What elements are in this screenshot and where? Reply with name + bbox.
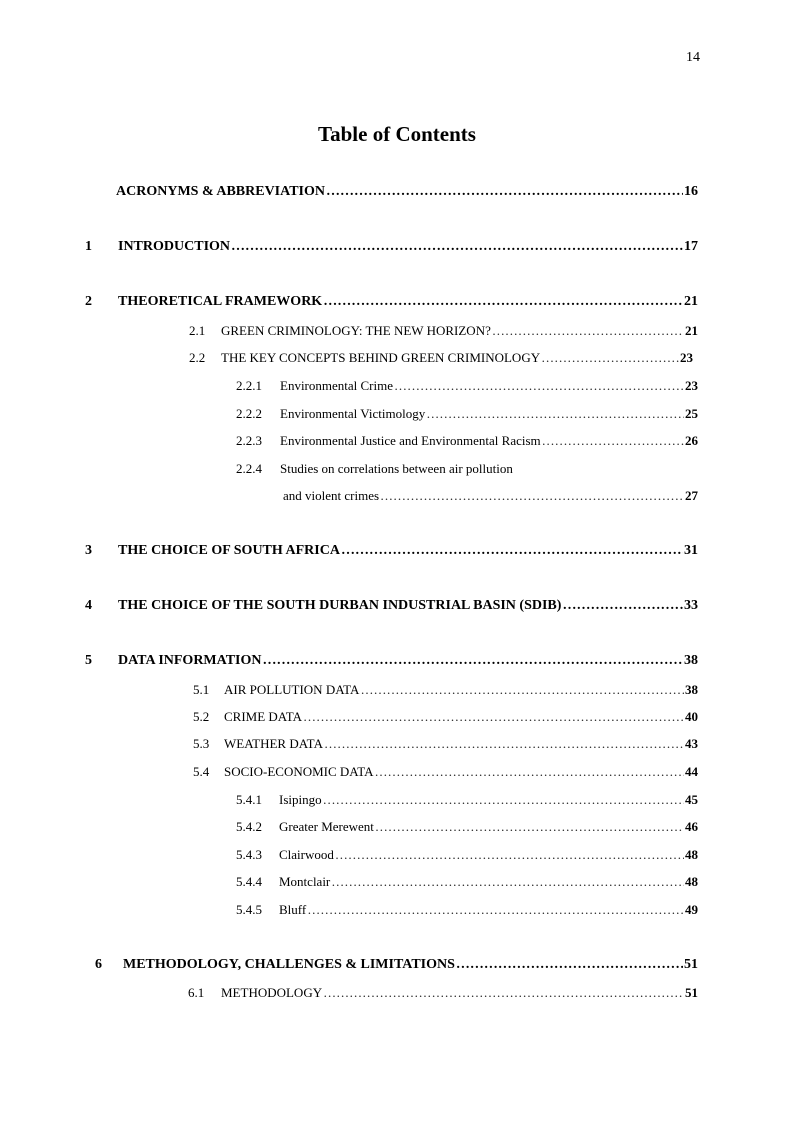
- toc-entry-environmental-justice[interactable]: [236, 433, 698, 449]
- toc-leader-dots: [326, 184, 683, 200]
- toc-leader-dots: [303, 709, 684, 725]
- toc-entry-page: 38: [685, 682, 698, 697]
- toc-entry-montclair[interactable]: [236, 874, 698, 890]
- toc-leader-dots: [492, 323, 684, 339]
- toc-entry-methodology-challenges[interactable]: [95, 957, 698, 973]
- toc-entry-text: Environmental Justice and Environmental Racism: [280, 433, 541, 448]
- page-title: Table of Contents: [318, 122, 476, 146]
- toc-leader-dots: [231, 239, 683, 255]
- toc-entry-page: 17: [684, 239, 698, 254]
- toc-entry-data-information[interactable]: [85, 653, 698, 669]
- page-number: 14: [686, 50, 700, 65]
- toc-entry-text: THE CHOICE OF THE SOUTH DURBAN INDUSTRIAL BASIN (SDIB): [118, 598, 562, 613]
- toc-entry-number: 5.4.5: [236, 902, 262, 917]
- toc-leader-dots: [335, 847, 684, 863]
- toc-leader-dots: [375, 764, 684, 780]
- toc-entry-number: 5.3: [193, 736, 210, 751]
- toc-entry-text: AIR POLLUTION DATA: [224, 682, 360, 697]
- toc-entry-text: SOCIO-ECONOMIC DATA: [224, 764, 374, 779]
- toc-entry-page: 46: [685, 819, 698, 834]
- toc-entry-number: 5.4.3: [236, 847, 262, 862]
- toc-leader-dots: [341, 543, 683, 559]
- toc-entry-text-line2: and violent crimes: [283, 488, 380, 503]
- toc-leader-dots: [324, 736, 684, 752]
- toc-leader-dots: [331, 874, 684, 890]
- toc-entry-introduction[interactable]: [85, 239, 698, 255]
- toc-entry-theoretical-framework[interactable]: [85, 294, 698, 310]
- toc-entry-number: 5: [85, 653, 92, 668]
- toc-entry-page: 21: [685, 323, 698, 338]
- toc-entry-page: 44: [685, 764, 698, 779]
- toc-entry-page: 51: [685, 985, 698, 1000]
- toc-entry-text: DATA INFORMATION: [118, 653, 262, 668]
- toc-entry-weather-data[interactable]: [193, 736, 698, 752]
- toc-entry-text: THE CHOICE OF SOUTH AFRICA: [118, 543, 340, 558]
- toc-entry-air-pollution-data[interactable]: [193, 682, 698, 698]
- toc-leader-dots: [380, 488, 684, 504]
- toc-entry-page: 43: [685, 736, 698, 751]
- toc-entry-choice-sdib[interactable]: [85, 598, 698, 614]
- toc-entry-crime-data[interactable]: [193, 709, 698, 725]
- toc-entry-page: 16: [684, 184, 698, 199]
- toc-entry-methodology[interactable]: [188, 985, 698, 1001]
- toc-entry-bluff[interactable]: [236, 902, 698, 918]
- toc-entry-page: 31: [684, 543, 698, 558]
- toc-entry-choice-south-africa[interactable]: [85, 543, 698, 559]
- toc-entry-text: Clairwood: [279, 847, 334, 862]
- toc-entry-text: THE KEY CONCEPTS BEHIND GREEN CRIMINOLOGY: [221, 350, 541, 365]
- toc-leader-dots: [541, 350, 679, 366]
- toc-entry-number: 2: [85, 294, 92, 309]
- toc-entry-text: METHODOLOGY, CHALLENGES & LIMITATIONS: [123, 957, 455, 972]
- toc-entry-text: Bluff: [279, 902, 307, 917]
- toc-entry-number: 6.1: [188, 985, 205, 1000]
- toc-entry-isipingo[interactable]: [236, 792, 698, 808]
- toc-entry-text: Environmental Crime: [280, 378, 394, 393]
- toc-entry-number: 5.2: [193, 709, 210, 724]
- toc-entry-page: 27: [685, 488, 698, 503]
- toc-entry-page: 23: [680, 350, 693, 365]
- toc-leader-dots: [542, 433, 684, 449]
- toc-entry-environmental-crime[interactable]: [236, 378, 698, 394]
- toc-leader-dots: [375, 819, 684, 835]
- toc-entry-page: 48: [685, 847, 698, 862]
- toc-leader-dots: [307, 902, 684, 918]
- toc-entry-clairwood[interactable]: [236, 847, 698, 863]
- toc-entry-number: 2.2.4: [236, 461, 262, 476]
- toc-entry-page: 49: [685, 902, 698, 917]
- toc-entry-text: CRIME DATA: [224, 709, 303, 724]
- toc-entry-number: 5.1: [193, 682, 210, 697]
- toc-entry-key-concepts[interactable]: [189, 350, 693, 366]
- toc-entry-text: THEORETICAL FRAMEWORK: [118, 294, 323, 309]
- toc-entry-acronyms[interactable]: [116, 184, 698, 200]
- toc-leader-dots: [456, 957, 683, 973]
- toc-entry-number: 2.2.1: [236, 378, 262, 393]
- toc-entry-greater-merewent[interactable]: [236, 819, 698, 835]
- toc-entry-page: 26: [685, 433, 698, 448]
- toc-entry-text: Isipingo: [279, 792, 322, 807]
- toc-entry-environmental-victimology[interactable]: [236, 406, 698, 422]
- toc-entry-page: 21: [684, 294, 698, 309]
- toc-entry-number: 5.4.2: [236, 819, 262, 834]
- toc-entry-text: ACRONYMS & ABBREVIATION: [116, 184, 325, 199]
- toc-entry-text: Montclair: [279, 874, 331, 889]
- toc-entry-page: 33: [684, 598, 698, 613]
- toc-entry-page: 51: [684, 957, 698, 972]
- toc-entry-socio-economic-data[interactable]: [193, 764, 698, 780]
- toc-entry-page: 40: [685, 709, 698, 724]
- toc-leader-dots: [426, 406, 684, 422]
- toc-entry-number: 6: [95, 957, 102, 972]
- toc-entry-number: 2.2: [189, 350, 206, 365]
- toc-entry-number: 3: [85, 543, 92, 558]
- toc-entry-number: 5.4.4: [236, 874, 262, 889]
- toc-entry-text-line1[interactable]: Studies on correlations between air pollution: [280, 461, 513, 476]
- toc-entry-number: 1: [85, 239, 92, 254]
- toc-entry-text: GREEN CRIMINOLOGY: THE NEW HORIZON?: [221, 323, 491, 338]
- toc-entry-page: 25: [685, 406, 698, 421]
- toc-entry-number: 4: [85, 598, 92, 613]
- toc-entry-air-pollution-violent-crimes[interactable]: [283, 488, 698, 504]
- toc-entry-number: 5.4.1: [236, 792, 262, 807]
- toc-leader-dots: [323, 985, 684, 1001]
- toc-entry-text: Greater Merewent: [279, 819, 374, 834]
- toc-entry-page: 23: [685, 378, 698, 393]
- toc-entry-text: METHODOLOGY: [221, 985, 323, 1000]
- toc-leader-dots: [323, 294, 683, 310]
- toc-entry-number: 2.2.2: [236, 406, 262, 421]
- toc-entry-text: Environmental Victimology: [280, 406, 426, 421]
- toc-entry-number: 2.2.3: [236, 433, 262, 448]
- toc-leader-dots: [360, 682, 684, 698]
- toc-entry-page: 48: [685, 874, 698, 889]
- toc-entry-page: 45: [685, 792, 698, 807]
- toc-entry-green-criminology[interactable]: [189, 323, 698, 339]
- toc-entry-number: 2.1: [189, 323, 206, 338]
- toc-leader-dots: [323, 792, 684, 808]
- toc-entry-number: 5.4: [193, 764, 210, 779]
- toc-leader-dots: [562, 598, 683, 614]
- toc-entry-page: 38: [684, 653, 698, 668]
- toc-entry-text: INTRODUCTION: [118, 239, 231, 254]
- toc-entry-text: WEATHER DATA: [224, 736, 323, 751]
- toc-leader-dots: [394, 378, 684, 394]
- toc-leader-dots: [263, 653, 684, 669]
